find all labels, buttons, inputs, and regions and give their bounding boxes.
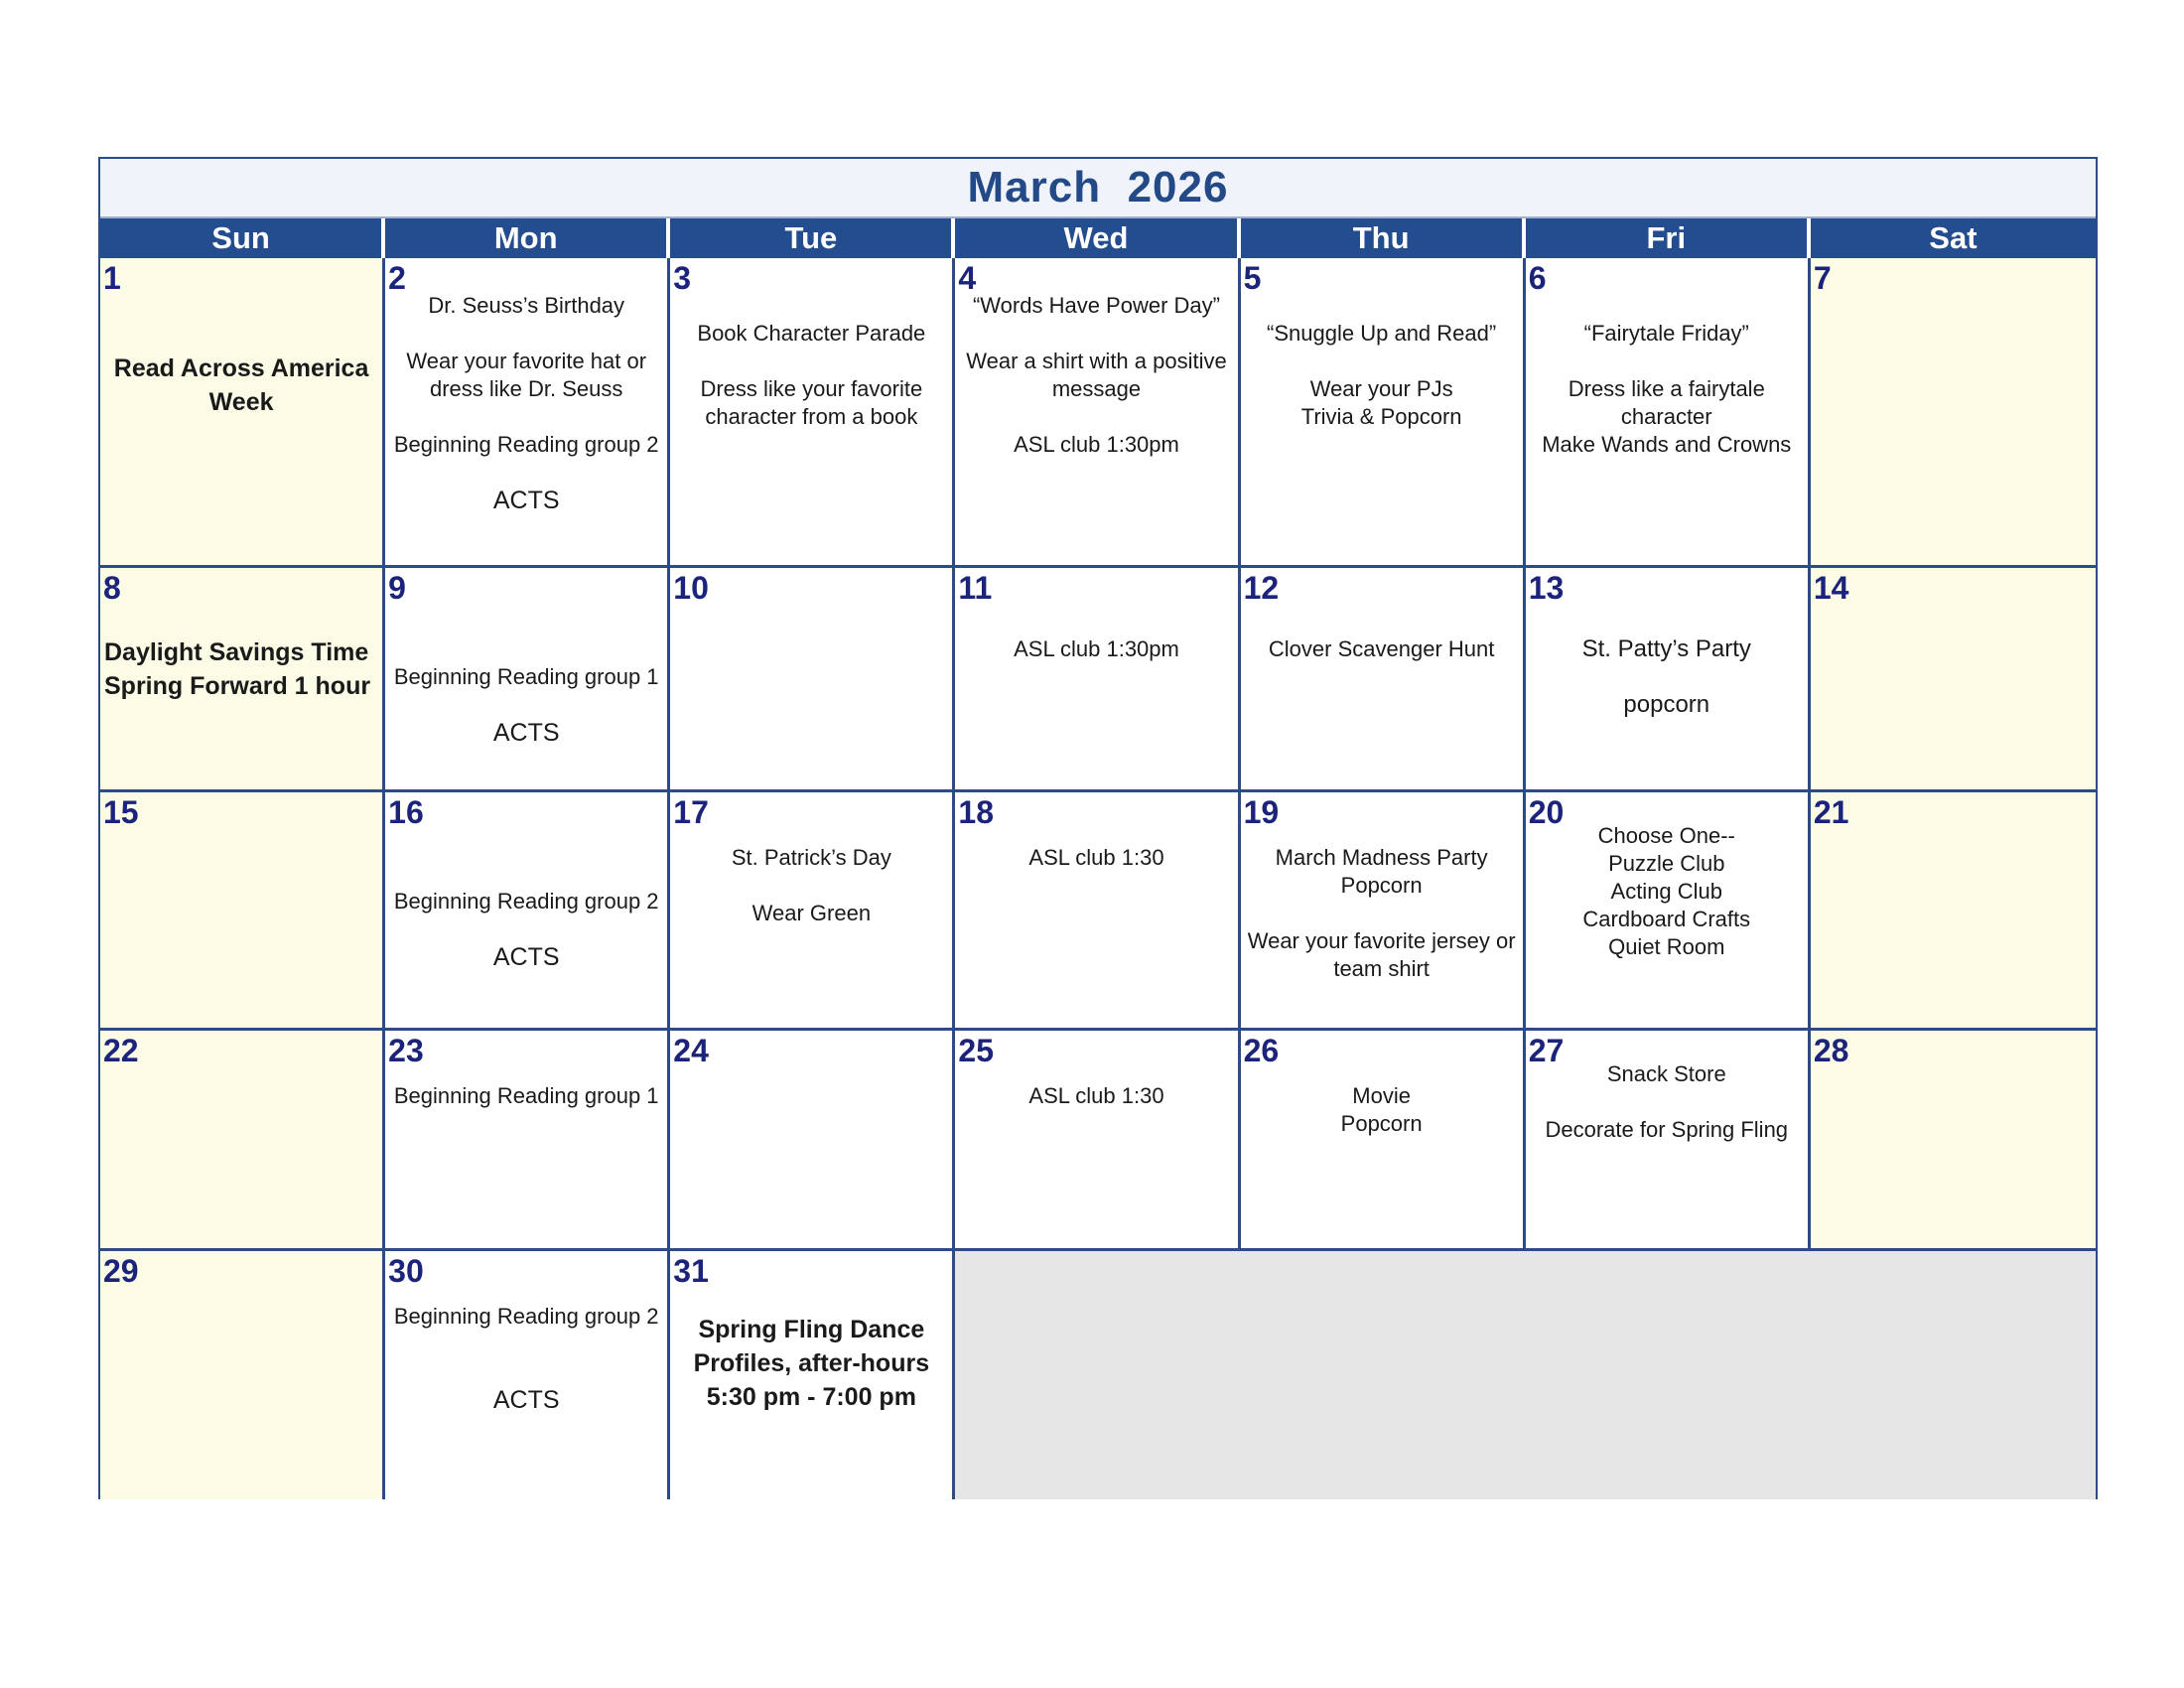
day-cell[interactable] (670, 1031, 955, 1251)
weekday-mon: Mon (385, 218, 670, 258)
day-number: 31 (673, 1253, 709, 1289)
event-list (385, 860, 667, 971)
day-number: 21 (1813, 794, 1849, 830)
event-list (955, 844, 1237, 872)
event-item: Profiles, after-hours (693, 1349, 930, 1377)
event-item: Puzzle Club (1608, 851, 1725, 876)
day-cell[interactable] (385, 258, 670, 568)
event-list (385, 1082, 667, 1110)
day-cell[interactable] (1526, 568, 1811, 792)
weekday-tue: Tue (670, 218, 955, 258)
day-cell[interactable] (670, 1251, 955, 1499)
event-list (670, 844, 952, 927)
day-cell[interactable] (1241, 1031, 1526, 1251)
day-cell[interactable] (385, 568, 670, 792)
day-number: 13 (1528, 570, 1565, 606)
event-item (670, 292, 952, 320)
event-item (1526, 292, 1808, 320)
day-number: 3 (673, 260, 692, 296)
event-item: popcorn (1623, 691, 1710, 718)
event-item (385, 635, 667, 663)
day-cell[interactable] (670, 568, 955, 792)
event-list (955, 635, 1237, 663)
event-item: Acting Club (1610, 879, 1723, 904)
day-cell[interactable] (385, 1031, 670, 1251)
day-cell[interactable] (1526, 258, 1811, 568)
weekday-wed: Wed (955, 218, 1240, 258)
event-list (1526, 822, 1808, 961)
event-item (385, 691, 667, 719)
day-number: 23 (388, 1033, 424, 1068)
event-item: Beginning Reading group 2 (393, 432, 659, 457)
day-number: 4 (958, 260, 977, 296)
event-list (100, 635, 382, 703)
event-list (1526, 292, 1808, 459)
day-number: 1 (103, 260, 121, 296)
day-cell[interactable] (100, 1031, 385, 1251)
event-item (1241, 348, 1523, 375)
event-item: ACTS (492, 1386, 560, 1414)
event-item: Dress like your favorite character from a book (700, 376, 923, 429)
day-cell[interactable] (100, 1251, 385, 1499)
event-list (385, 635, 667, 747)
day-cell[interactable] (955, 1031, 1240, 1251)
event-list (1526, 1060, 1808, 1144)
event-list (1241, 844, 1523, 983)
weekday-fri: Fri (1526, 218, 1811, 258)
event-item: Popcorn (1340, 1111, 1423, 1136)
day-cell[interactable] (1811, 258, 2096, 568)
day-number: 6 (1528, 260, 1547, 296)
event-item (670, 872, 952, 900)
event-item: Beginning Reading group 1 (393, 1083, 659, 1108)
day-number: 22 (103, 1033, 139, 1068)
event-item (385, 403, 667, 431)
event-item: Cardboard Crafts (1582, 907, 1751, 931)
day-number: 29 (103, 1253, 139, 1289)
event-item: Clover Scavenger Hunt (1268, 636, 1495, 661)
day-number: 5 (1243, 260, 1262, 296)
event-item: “Snuggle Up and Read” (1267, 321, 1497, 346)
event-item: Decorate for Spring Fling (1545, 1117, 1789, 1142)
event-item (955, 320, 1237, 348)
event-item: Snack Store (1606, 1061, 1726, 1086)
event-list (100, 324, 382, 419)
event-list (385, 292, 667, 514)
event-item: St. Patty’s Party (1581, 635, 1751, 662)
event-item (100, 324, 382, 352)
event-item (385, 915, 667, 943)
event-item: ASL club 1:30pm (1014, 432, 1179, 457)
event-item: “Words Have Power Day” (972, 293, 1220, 318)
day-cell[interactable] (670, 258, 955, 568)
event-list (670, 292, 952, 431)
event-item: Make Wands and Crowns (1542, 432, 1792, 457)
weekday-sun: Sun (100, 218, 385, 258)
day-number: 14 (1813, 570, 1849, 606)
event-item: Trivia & Popcorn (1300, 404, 1462, 429)
event-item: ACTS (492, 943, 560, 971)
day-cell[interactable] (955, 792, 1240, 1031)
day-number: 24 (673, 1033, 709, 1068)
day-cell[interactable] (1241, 568, 1526, 792)
day-cell[interactable] (1526, 792, 1811, 1031)
event-item: Movie (1352, 1083, 1411, 1108)
event-item: Dr. Seuss’s Birthday (428, 293, 625, 318)
day-cell[interactable] (670, 792, 955, 1031)
day-cell[interactable] (1811, 1031, 2096, 1251)
event-item (1241, 292, 1523, 320)
day-cell[interactable] (1811, 792, 2096, 1031)
day-number: 26 (1243, 1033, 1280, 1068)
day-grid (100, 258, 2096, 1499)
event-item: St. Patrick’s Day (731, 845, 891, 870)
event-item (385, 459, 667, 487)
event-item: Spring Forward 1 hour (104, 672, 371, 700)
day-number: 27 (1528, 1033, 1565, 1068)
day-cell[interactable] (385, 792, 670, 1031)
day-number: 9 (388, 570, 406, 606)
day-cell[interactable] (1241, 792, 1526, 1031)
event-item (670, 348, 952, 375)
day-number: 10 (673, 570, 709, 606)
day-number: 28 (1813, 1033, 1849, 1068)
event-list (1241, 1082, 1523, 1138)
event-item: Wear your favorite jersey or team shirt (1247, 928, 1516, 981)
day-cell[interactable] (100, 258, 385, 568)
event-list (1526, 635, 1808, 719)
event-list (1241, 635, 1523, 663)
day-number: 19 (1243, 794, 1280, 830)
event-item (1241, 900, 1523, 927)
day-cell[interactable] (385, 1251, 670, 1499)
day-number: 2 (388, 260, 406, 296)
calendar (98, 157, 2098, 1499)
day-cell[interactable] (100, 792, 385, 1031)
day-cell[interactable] (1526, 1031, 1811, 1251)
event-list (385, 1303, 667, 1414)
event-item (385, 320, 667, 348)
day-number: 11 (958, 570, 993, 606)
weekday-header (100, 218, 2096, 258)
event-item: ASL club 1:30 (1028, 845, 1164, 870)
day-number: 25 (958, 1033, 995, 1068)
event-item (955, 403, 1237, 431)
day-number: 18 (958, 794, 995, 830)
event-item: ACTS (492, 487, 560, 514)
day-number: 8 (103, 570, 121, 606)
event-list (955, 1082, 1237, 1110)
day-cell[interactable] (955, 568, 1240, 792)
day-cell[interactable] (100, 568, 385, 792)
empty-trailing-days (955, 1251, 2096, 1499)
event-item: 5:30 pm - 7:00 pm (706, 1383, 916, 1411)
day-number: 7 (1813, 260, 1832, 296)
event-item: ACTS (492, 719, 560, 747)
event-item: ASL club 1:30pm (1014, 636, 1179, 661)
event-item (385, 1358, 667, 1386)
event-item: ASL club 1:30 (1028, 1083, 1164, 1108)
day-cell[interactable] (1241, 258, 1526, 568)
event-item: Read Across America Week (113, 354, 369, 416)
event-list (1241, 292, 1523, 431)
event-item (1526, 1088, 1808, 1116)
event-item: Spring Fling Dance (698, 1316, 925, 1343)
day-cell[interactable] (1811, 568, 2096, 792)
event-item: Daylight Savings Time (104, 638, 369, 666)
day-number: 17 (673, 794, 709, 830)
event-item: Dress like a fairytale character (1568, 376, 1765, 429)
event-item: Wear Green (751, 901, 872, 925)
event-item (385, 860, 667, 888)
weekday-sat: Sat (1929, 220, 1978, 255)
event-list (955, 292, 1237, 459)
day-number: 30 (388, 1253, 424, 1289)
event-item (1526, 348, 1808, 375)
event-item: Beginning Reading group 2 (393, 1304, 659, 1329)
day-cell[interactable] (955, 258, 1240, 568)
weekday-thu: Thu (1241, 218, 1526, 258)
event-item: Choose One-- (1597, 823, 1735, 848)
event-list (670, 1313, 952, 1414)
event-item: Wear your PJs (1309, 376, 1453, 401)
event-item: Wear a shirt with a positive message (966, 349, 1227, 401)
day-number: 15 (103, 794, 139, 830)
event-item (385, 1331, 667, 1358)
event-item: Popcorn (1340, 873, 1423, 898)
event-item: Beginning Reading group 1 (393, 664, 659, 689)
day-number: 20 (1528, 794, 1565, 830)
event-item: Beginning Reading group 2 (393, 889, 659, 914)
event-item: Quiet Room (1608, 934, 1725, 959)
day-number: 16 (388, 794, 424, 830)
calendar-title: March 2026 (100, 159, 2096, 218)
event-item: March Madness Party (1275, 845, 1488, 870)
day-number: 12 (1243, 570, 1280, 606)
event-item: Wear your favorite hat or dress like Dr. Seuss (406, 349, 647, 401)
event-item: “Fairytale Friday” (1583, 321, 1749, 346)
event-item (1526, 663, 1808, 691)
event-item: Book Character Parade (697, 321, 926, 346)
